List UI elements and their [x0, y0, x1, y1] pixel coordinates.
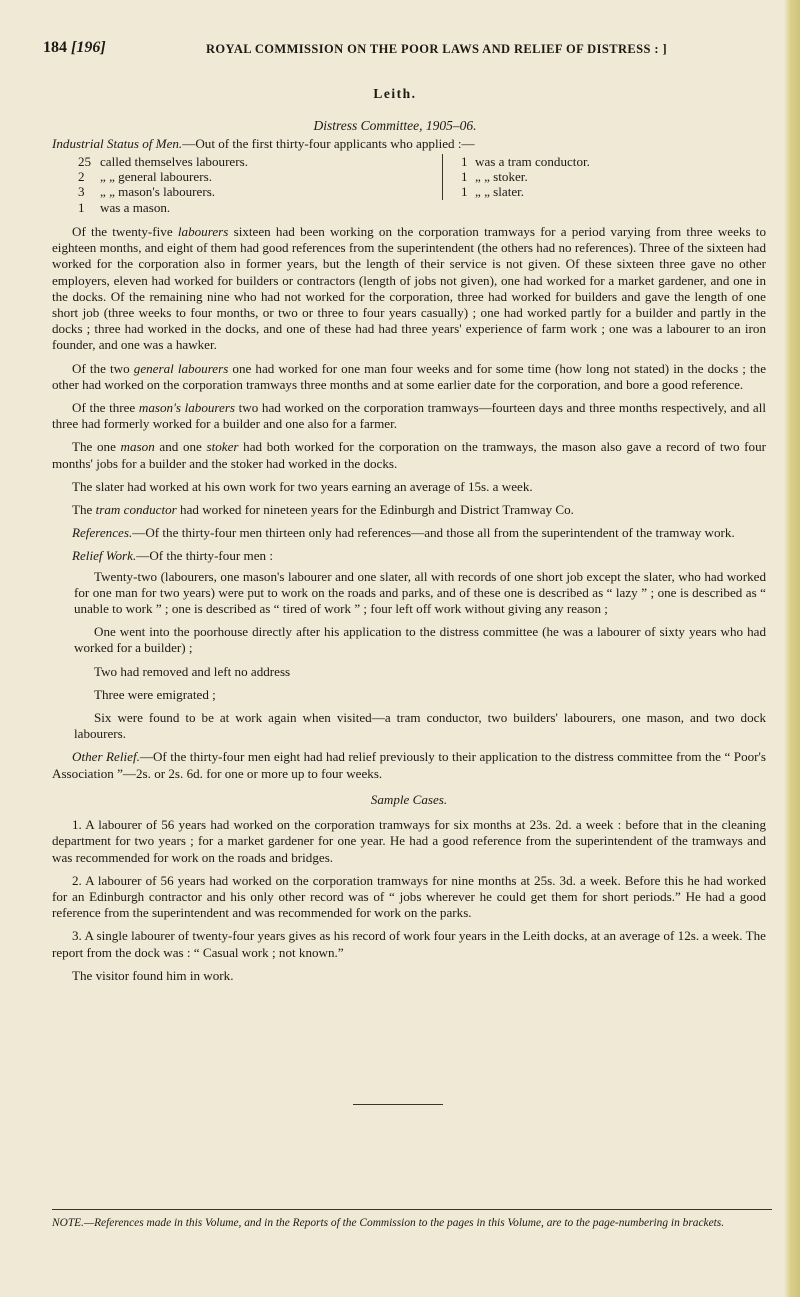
status-row: 1 was a mason. — [78, 199, 171, 215]
status-row: 3 „ „ mason's labourers. — [78, 184, 216, 200]
status-row: 1 „ „ slater. — [461, 184, 525, 200]
sample-cases-heading: Sample Cases. — [370, 791, 448, 807]
paragraph-relief-work: Relief Work.—Of the thirty-four men : — [72, 548, 273, 564]
bracket-page-number: [196] — [71, 39, 106, 56]
section-subtitle: Distress Committee, 1905–06. — [313, 118, 477, 133]
paragraph-labourers: Of the twenty-five labourers sixteen had been working on the corporation tramways for a period varying from three weeks to eighteen months, and eight of them had good references from the superintendent (the others had no references). Three of the sixteen had worked for the corporation also in former years, but the length of their service is not given. Of these sixteen three gave no other employers, eleven had worked for builders or contractors (length of jobs not given), one had worked for a market gardener, and one in the docks. Of the remaining nine who had not worked for the corporation, three had worked for builders and gave the length of one short job (three weeks to four months, or two or three to four years casually) ; one had worked partly for a builder and partly in the docks ; three had worked in the docks, and one of these had had three years' experience of farm work ; one was a labourer to an iron founder, and one was a hawker. — [52, 224, 766, 353]
relief-item: One went into the poorhouse directly after his application to the distress committee (he was a labourer of sixty years who had worked for a builder) ; — [74, 624, 766, 656]
main-body — [52, 224, 766, 991]
status-right-column — [442, 154, 590, 200]
intro-line — [52, 136, 766, 152]
status-row: 1 was a tram conductor. — [461, 154, 590, 169]
paragraph-masons-labourers: Of the three mason's labourers two had worked on the corporation tramways—fourteen days and three months respectively, and all three had formerly worked for a builder and one also for a farmer. — [52, 400, 766, 432]
intro-label: Industrial Status of Men. — [52, 136, 183, 151]
footnote: NOTE.—References made in this Volume, and in the Reports of the Commission to the pages in this Volume, are to the page-numbering in brackets. — [52, 1217, 725, 1229]
page-edge — [784, 0, 800, 1297]
sample-case-1: 1. A labourer of 56 years had worked on the corporation tramways for six months at 23s. 2d. a week : before that in the cleaning department for two years ; for a market gardener for one year. He had a good reference from the superintendent of the tramways and was recommended for work on the roads and bridges. — [52, 817, 766, 865]
paragraph-references: References.—Of the thirty-four men thirteen only had references—and those all from the superintendent of the tramway work. — [72, 525, 735, 541]
section-rule — [353, 1104, 443, 1105]
sample-case-2: 2. A labourer of 56 years had worked on the corporation tramways for nine months at 25s. 3d. a week. Before this he had worked for an Edinburgh contractor and his only other record was of “ jobs wherever he could get them for short periods.” He had a good reference from the superintendent and was recommended for work on the parks. — [52, 872, 766, 921]
paragraph-other-relief: Other Relief.—Of the thirty-four men eight had had relief previously to their application to the distress committee from the “ Poor's Association ”—2s. or 2s. 6d. for one or more up to four weeks. — [52, 749, 766, 781]
relief-item: Six were found to be at work again when visited—a tram conductor, two builders' labourers, one mason, and two dock labourers. — [74, 710, 766, 742]
paragraph-general-labourers: Of the two general labourers one had worked for one man four weeks and for some time (how long not stated) in the docks ; the other had worked on the corporation tramways three months and at some earlier date for the corporation, and bore a good reference. — [52, 360, 767, 392]
running-title: ROYAL COMMISSION ON THE POOR LAWS AND RELIEF OF DISTRESS : ] — [206, 42, 668, 56]
relief-item: Three were emigrated ; — [94, 686, 216, 702]
status-row: 2 „ „ general labourers. — [78, 169, 212, 185]
footnote-rule — [52, 1209, 772, 1210]
page-number: 184 [196] — [43, 39, 106, 56]
page-header — [0, 39, 790, 63]
status-row: 1 „ „ stoker. — [461, 169, 528, 185]
sample-case-note: The visitor found him in work. — [72, 967, 234, 983]
sample-case-3: 3. A single labourer of twenty-four years gives as his record of work four years in the Leith docks, at an average of 12s. a week. The report from the dock was : “ Casual work ; not known.” — [52, 928, 766, 960]
paragraph-tram-conductor: The tram conductor had worked for nineteen years for the Edinburgh and District Tramway Co. — [72, 502, 574, 518]
relief-item: Twenty-two (labourers, one mason's labourer and one slater, all with records of one short job except the slater, who had worked for one man for two years) were put to work on the roads and parks, and of these one is described as “ lazy ” ; one is described as “ unable to work ” ; one is described as “ tired of work ” ; four left off work without giving any reason ; — [74, 568, 766, 617]
paragraph-slater: The slater had worked at his own work for two years earning an average of 15s. a week. — [72, 478, 533, 494]
paragraph-mason-stoker: The one mason and one stoker had both worked for the corporation on the tramways, the mason also gave a record of two four months' jobs for a builder and the stoker had worked in the docks. — [52, 439, 766, 471]
intro-text: —Out of the first thirty-four applicants who applied :— — [182, 136, 475, 151]
place-heading: Leith. — [373, 86, 417, 101]
status-row: 25 called themselves labourers. — [78, 154, 248, 169]
relief-item: Two had removed and left no address — [94, 663, 291, 679]
status-left-column — [78, 154, 438, 215]
relief-work-list — [52, 569, 766, 743]
